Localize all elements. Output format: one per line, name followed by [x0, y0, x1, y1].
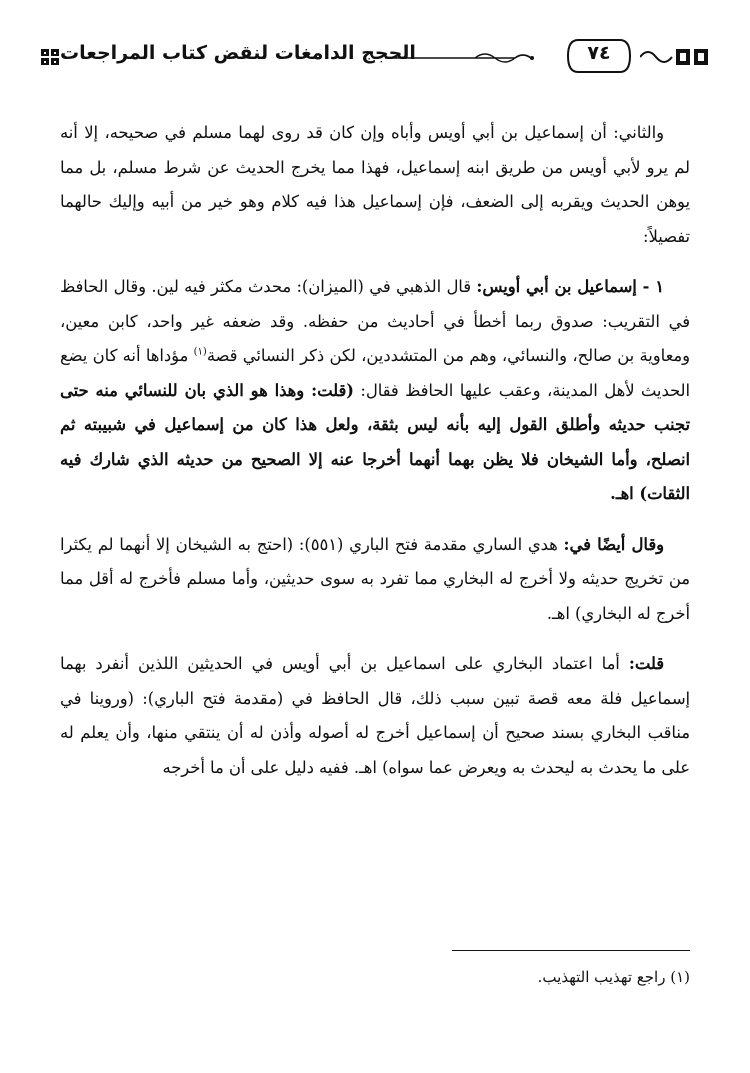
paragraph-3-text: هدي الساري مقدمة فتح الباري (٥٥١): (احتج به الشيخان إلا أنهما لم يكثرا من تخريج حديثه ولا أخرج له البخاري مما تفرد به سوى حديثين، وأما مسلم فأخرج له أقل مما أخرج له البخاري) اهـ. [60, 534, 690, 623]
header-ornament-left-icon [40, 46, 60, 68]
page-number-frame [566, 36, 632, 76]
footnote-divider [452, 950, 690, 951]
paragraph-3-heading: وقال أيضًا في: [563, 534, 664, 554]
paragraph-4-heading: قلت: [628, 654, 664, 673]
footnote-ref-1[interactable]: (١) [193, 346, 207, 358]
page-body [60, 116, 690, 801]
footnote-1: (١) راجع تهذيب التهذيب. [537, 968, 690, 986]
page-header [40, 36, 710, 80]
paragraph-3 [60, 528, 690, 632]
paragraph-4 [60, 647, 690, 785]
paragraph-2-text-a: قال الذهبي في (الميزان): محدث مكثر فيه لين. وقال الحافظ في التقريب: صدوق ربما أخطأ في أحاديث من حفظه. وقد ضعفه غير واحد، كابن معين، ومعاوية بن صالح، والنسائي، وهم من المتشددين، لكن ذكر النسائي قصة [60, 277, 691, 365]
book-title: الحجج الدامغات لنقض كتاب المراجعات [60, 42, 416, 64]
page-number: ٧٤ [587, 42, 611, 64]
paragraph-4-text: أما اعتماد البخاري على اسماعيل بن أبي أويس في الحديثين اللذين أنفرد بهما إسماعيل فلة معه قصة تبين سبب ذلك، قال الحافظ في (مقدمة فتح الباري): (وروينا في مناقب البخاري بسند صحيح أن إسماعيل أخرج له أصوله وأذن له أن ينتقي منها، وأن يعلم له على ما يحدث به ليحدث به ويعرض عما سواه) اهـ. ففيه دليل على أن ما أخرجه [60, 654, 690, 777]
paragraph-2 [60, 270, 690, 512]
paragraph-1 [60, 116, 690, 254]
paragraph-2-text-b: مؤداها أنه كان يضع الحديث لأهل المدينة، وعقب عليها الحافظ فقال: [60, 346, 690, 400]
paragraph-2-heading: ١ - إسماعيل بن أبي أويس: [476, 277, 664, 296]
paragraph-2-quote: (قلت: وهذا هو الذي بان للنسائي منه حتى تجنب حديثه وأطلق القول إليه بأنه ليس بثقة، ولعل هذا كان من إسماعيل في شبيبته ثم انصلح، وأما الشيخان فلا يظن بهما أنهما أخرجا عنه إلا الصحيح من حديثه الذي شارك فيه الثقات) اهـ. [60, 380, 690, 503]
paragraph-1-text: والثاني: أن إسماعيل بن أبي أويس وأباه وإن كان قد روى لهما مسلم في صحيحه، إلا أنه لم يرو لأبي أويس من طريق ابنه إسماعيل، فهذا مما يخرج الحديث عن شرط مسلم، بل مما يوهن الحديث ويقربه إلى الضعف، فإن إسماعيل هذا فيه كلام وهو خير من أبيه وإليك حالهما تفصيلاً: [60, 123, 690, 246]
header-flourish-line-icon [385, 50, 535, 66]
header-ornament-right-icon [640, 44, 710, 70]
